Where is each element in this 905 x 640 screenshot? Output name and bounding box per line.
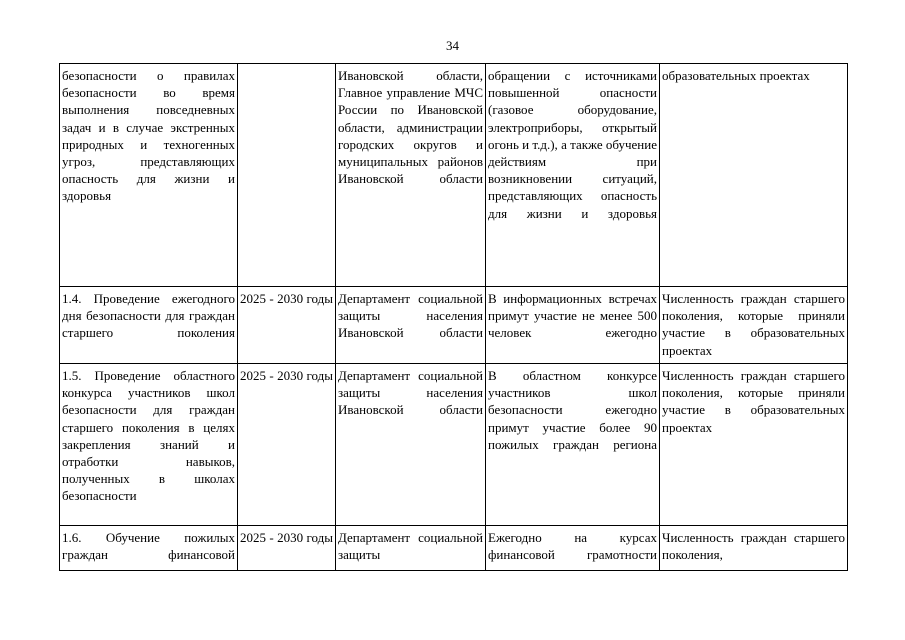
measure-cell: 1.4. Проведение ежегодного дня безопасности для граждан старшего поколения [60, 287, 238, 364]
measure-cell: безопасности о правилах безопасности во время выполнения повседневных задач и в случае экстренных природных и техногенных угроз, представляющих опасность для жизни и здоровья [60, 64, 238, 287]
table-row [60, 287, 848, 364]
indicator-cell: образовательных проектах [660, 64, 848, 287]
measure-cell: 1.5. Проведение областного конкурса участников школ безопасности для граждан старшего поколения в целях закрепления знаний и отработки навыков, полученных в школах безопасности [60, 364, 238, 526]
indicator-cell: Численность граждан старшего поколения, которые приняли участие в образовательных проектах [660, 364, 848, 526]
period-cell: 2025 - 2030 годы [238, 364, 336, 526]
result-cell: В областном конкурсе участников школ безопасности ежегодно примут участие более 90 пожилых граждан региона [486, 364, 660, 526]
executor-cell: Департамент социальной защиты населения Ивановской области [336, 287, 486, 364]
period-cell: 2025 - 2030 годы [238, 287, 336, 364]
period-cell: 2025 - 2030 годы [238, 526, 336, 571]
indicator-cell: Численность граждан старшего поколения, [660, 526, 848, 571]
measures-table [59, 63, 848, 571]
period-cell [238, 64, 336, 287]
executor-cell: Ивановской области, Главное управление МЧС России по Ивановской области, администрации городских округов и муниципальных районов Ивановской области [336, 64, 486, 287]
result-cell: В информационных встречах примут участие не менее 500 человек ежегодно [486, 287, 660, 364]
table-row [60, 64, 848, 287]
executor-cell: Департамент социальной защиты [336, 526, 486, 571]
result-cell: Ежегодно на курсах финансовой грамотности [486, 526, 660, 571]
table-row [60, 526, 848, 571]
result-cell: обращении с источниками повышенной опасности (газовое оборудование, электроприборы, открытый огонь и т.д.), а также обучение действиям при возникновении ситуаций, представляющих опасность для жизни и здоровья [486, 64, 660, 287]
indicator-cell: Численность граждан старшего поколения, которые приняли участие в образовательных проектах [660, 287, 848, 364]
measure-cell: 1.6. Обучение пожилых граждан финансовой [60, 526, 238, 571]
page-number: 34 [446, 38, 459, 53]
executor-cell: Департамент социальной защиты населения Ивановской области [336, 364, 486, 526]
table-row [60, 364, 848, 526]
